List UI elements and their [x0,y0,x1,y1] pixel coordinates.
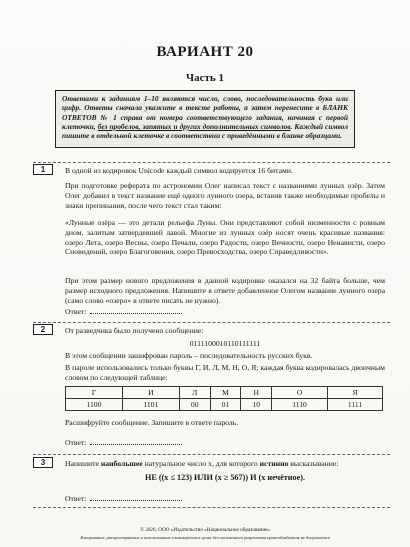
question-number-3: 3 [33,457,53,468]
table-cell: 1100 [66,399,123,411]
table-cell: 1111 [328,399,383,411]
q3-text-c: натуральное число x, для которого [142,459,260,468]
q3-condition: НЕ ((x ≤ 123) ИЛИ (x ≥ 567)) И (x нечётное). [144,473,306,482]
table-row-letters [66,387,383,399]
answer-field[interactable] [90,436,182,445]
instructions-text-1: Ответами к заданиям 1–10 являются число, слово, последовательность букв или цифр. Ответы сначала укажите в тексте работы, а затем перенесите в БЛАНК ОТВЕТОВ № 1 справа от номера соответствующего задания, начиная с первой клеточки, [62,94,348,131]
variant-title: ВАРИАНТ 20 [156,44,254,60]
instructions-text-2: . Каждый символ пишите в отдельной клеточке в соответствии с приведёнными в бланке образцами. [62,121,349,140]
instructions-underlined: без пробелов, запятых и других дополнительных символов [97,121,291,131]
q3-answer [65,492,182,503]
part-title: Часть 1 [186,72,224,84]
table-cell: 1101 [122,399,179,411]
answer-label: Ответ: [65,438,87,447]
divider [33,454,390,455]
table-cell: Г [66,387,123,399]
q1-context: При подготовке реферата по астрономии Олег написал текст с названиями лунных озёр. Затем Олег добавил в текст название ещё одного лунного озера, вставив также необходимые пробелы и знаки препинания, после чего текст стал таким: [65,181,385,210]
q2-rules: В пароле использовались только буквы Г, И, Л, М, Н, О, Я; каждая буква кодировалась двоичным словом по следующей таблице: [65,363,385,382]
answer-field[interactable] [90,305,182,314]
q3-task [65,459,385,469]
table-cell: 1110 [272,399,328,411]
q2-message: 0111100010110111111 [189,339,261,348]
table-cell: Я [328,387,383,399]
table-cell: 01 [210,399,241,411]
instructions-box [55,90,355,148]
code-table [65,386,383,411]
q1-answer [65,305,182,316]
divider [33,162,390,163]
q2-context: В этом сообщении зашифрован пароль – последовательность русских букв. [65,351,313,360]
table-row-codes [66,399,383,411]
table-cell: Н [241,387,272,399]
answer-field[interactable] [90,492,182,501]
q1-quote: «Лунные озёра — это детали рельефа Луны. Они представляют собой низменности с ровным дном, залитым затвердевшей лавой. Многие из лунных озёр носят очень красивые названия: озеро Лета, озеро Весны, озеро Печали, озеро Радости, озеро Вечности, озеро Ненависти, озеро Сновидений, озеро Благоговения, озеро Превосходства, озеро Справедливости». [65,218,385,257]
table-cell: 00 [179,399,210,411]
q1-task: При этом размер нового предложения в данной кодировке оказался на 32 байта больше, чем размер исходного предложения. Напишите в ответе добавленное Олегом название лунного озера (само слово «озеро» в ответе писать не нужно). [65,276,385,305]
table-cell: М [210,387,241,399]
q2-intro: От разведчика было получено сообщение: [65,326,204,335]
legal-notice: Копирование, распространение и использование в коммерческих целях без письменного разрешения правообладателя не допускается [80,535,330,540]
table-cell: 10 [241,399,272,411]
answer-label: Ответ: [65,494,87,503]
divider [33,322,390,323]
q3-text-a: Напишите [65,459,101,468]
table-cell: О [272,387,328,399]
answer-label: Ответ: [65,307,87,316]
q3-text-e: высказывание: [288,459,339,468]
copyright: © 2026. ООО «Издательство «Национальное образование» [139,527,271,533]
q1-intro: В одной из кодировок Unicode каждый символ кодируется 16 битами. [65,166,293,175]
q3-text-d: истинно [259,459,289,468]
q2-answer [65,436,182,447]
q3-text-b: наибольшее [100,459,143,468]
table-cell: И [122,387,179,399]
table-cell: Л [179,387,210,399]
divider [33,507,390,508]
question-number-2: 2 [33,324,53,335]
q2-task: Расшифруйте сообщение. Запишите в ответе пароль. [65,418,239,427]
question-number-1: 1 [33,164,53,175]
